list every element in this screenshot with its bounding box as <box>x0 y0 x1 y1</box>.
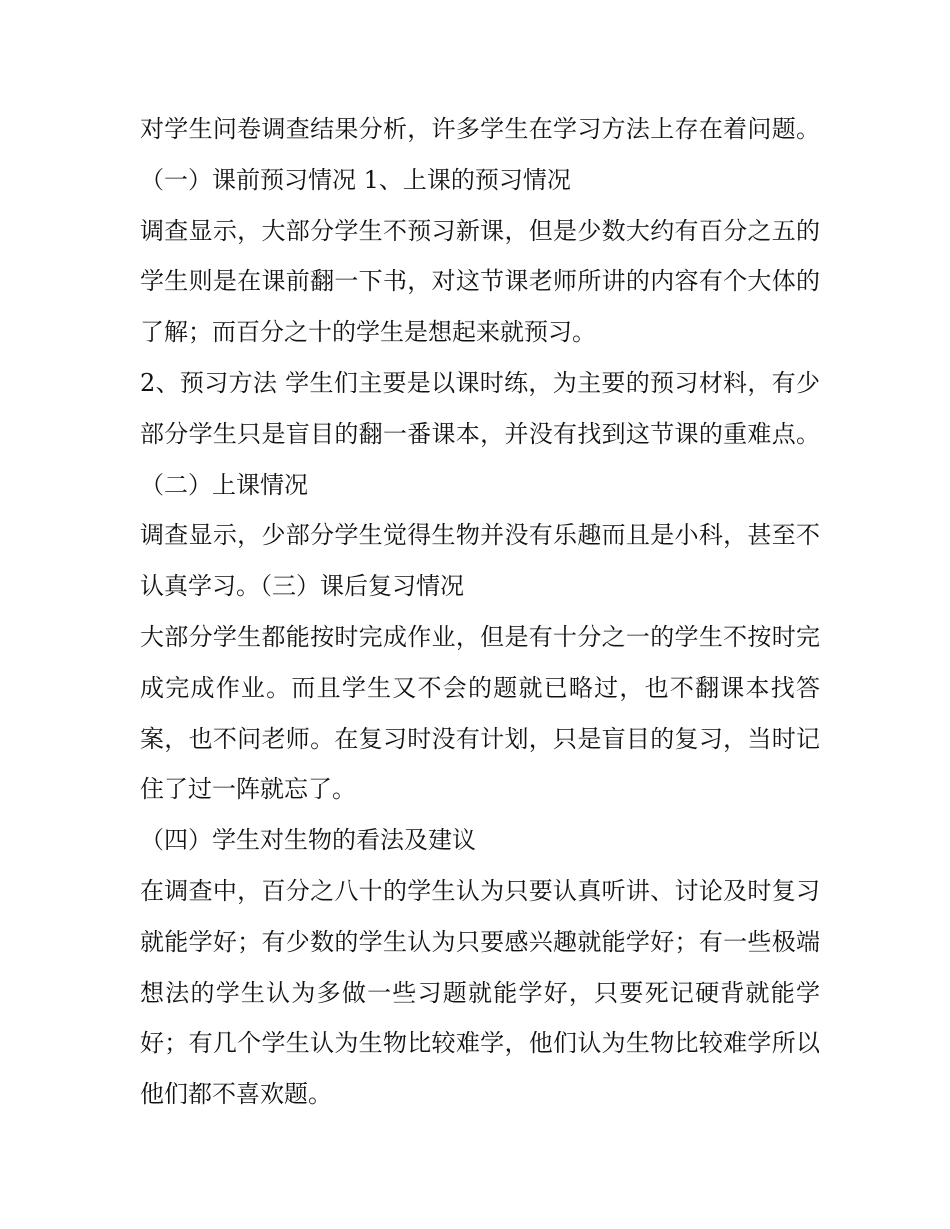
paragraph-preview-method: 2、预习方法 学生们主要是以课时练，为主要的预习材料，有少部分学生只是盲目的翻一番课本，并没有找到这节课的重难点。（二）上课情况 <box>140 368 820 499</box>
paragraph-review-situation: 大部分学生都能按时完成作业，但是有十分之一的学生不按时完成完成作业。而且学生又不会的题就已略过，也不翻课本找答案，也不问老师。在复习时没有计划，只是盲目的复习，当时记住了过一阵就忘了。 <box>140 622 820 804</box>
paragraph-preview-findings: 调查显示，大部分学生不预习新课，但是少数大约有百分之五的学生则是在课前翻一下书，对这节课老师所讲的内容有个大体的了解；而百分之十的学生是想起来就预习。 <box>140 216 820 347</box>
document-body <box>140 104 820 1120</box>
section-heading-opinions: （四）学生对生物的看法及建议 <box>140 826 476 855</box>
paragraph-class-situation: 调查显示，少部分学生觉得生物并没有乐趣而且是小科，甚至不认真学习。（三）课后复习情况 <box>140 521 820 601</box>
paragraph-survey-intro: 对学生问卷调查结果分析，许多学生在学习方法上存在着问题。（一）课前预习情况 1、上课的预习情况 <box>140 115 820 194</box>
paragraph-opinions: 在调查中，百分之八十的学生认为只要认真听讲、讨论及时复习就能学好；有少数的学生认为只要感兴趣就能学好；有一些极端想法的学生认为多做一些习题就能学好，只要死记硬背就能学好；有几个学生认为生物比较难学，他们认为生物比较难学所以他们都不喜欢题。 <box>140 876 820 1109</box>
